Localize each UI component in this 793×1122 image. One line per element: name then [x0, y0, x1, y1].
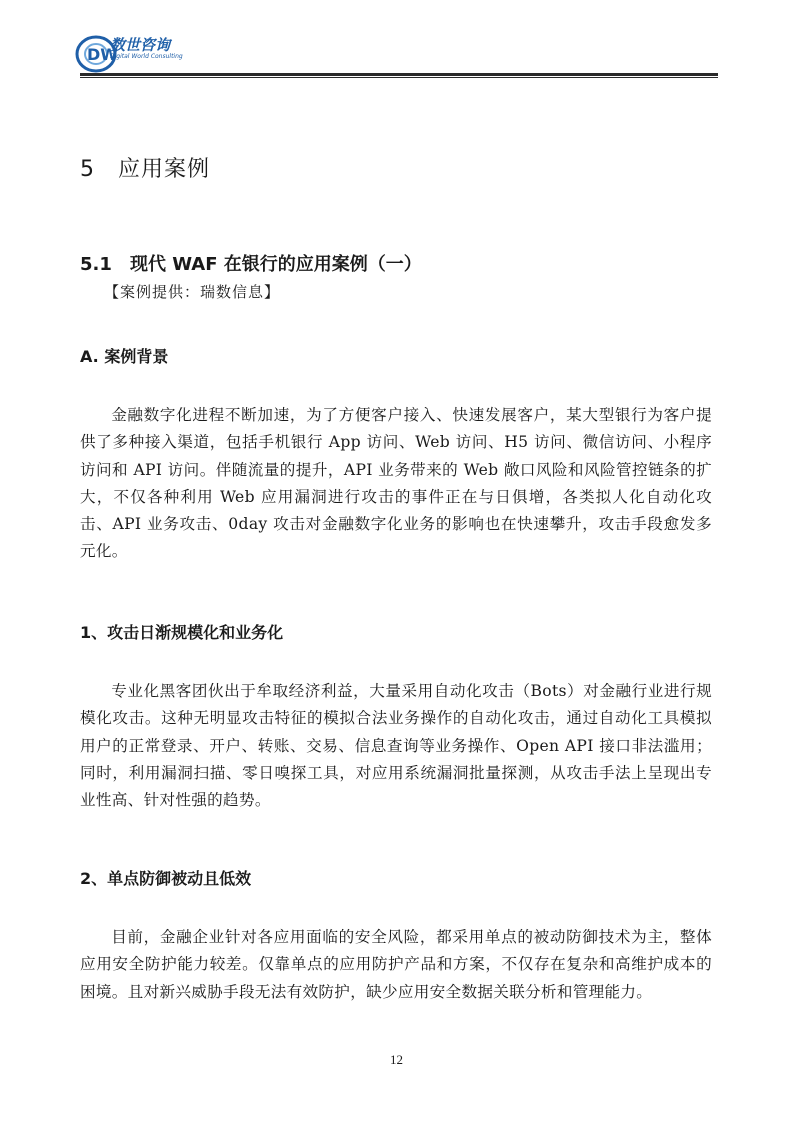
- heading-attack-scale: 1、攻击日渐规模化和业务化: [80, 623, 284, 642]
- header-rule-thin: [80, 77, 718, 78]
- logo-text-en: Digital World Consulting: [110, 53, 183, 60]
- page-number: 12: [390, 1052, 403, 1067]
- paragraph-single-point-defense: 目前，金融企业针对各应用面临的安全风险，都采用单点的被动防御技术为主，整体应用安全防护能力较差。仅靠单点的应用防护产品和方案，不仅存在复杂和高维护成本的困境。且对新兴威胁手段无法有效防护，缺少应用安全数据关联分析和管理能力。: [80, 928, 712, 1001]
- paragraph-background: 金融数字化进程不断加速，为了方便客户接入、快速发展客户，某大型银行为客户提供了多种接入渠道，包括手机银行 App 访问、Web 访问、H5 访问、微信访问、小程序访问和 API 访问。伴随流量的提升，API 业务带来的 Web 敞口风险和风险管控链条的扩大，不仅各种利用 Web 应用漏洞进行攻击的事件正在与日俱增，各类拟人化自动化攻击、API 业务攻击、0day 攻击对金融数字化业务的影响也在快速攀升，攻击手段愈发多元化。: [80, 406, 712, 561]
- section-heading: [80, 152, 210, 183]
- section-number: 5: [80, 157, 95, 182]
- paragraph-attack-scale: 专业化黑客团伙出于牟取经济利益，大量采用自动化攻击（Bots）对金融行业进行规模化攻击。这种无明显攻击特征的模拟合法业务操作的自动化攻击，通过自动化工具模拟用户的正常登录、开户、转账、交易、信息查询等业务操作、Open API 接口非法滥用；同时，利用漏洞扫描、零日嗅探工具，对应用系统漏洞批量探测，从攻击手法上呈现出专业性高、针对性强的趋势。: [80, 682, 712, 810]
- heading-case-background: A. 案例背景: [80, 347, 169, 366]
- subsection-title: 现代 WAF 在银行的应用案例（一）: [130, 254, 422, 275]
- section-title: 应用案例: [118, 157, 211, 182]
- page-header: [0, 0, 793, 80]
- header-rule: [80, 73, 718, 76]
- logo-text-cn: 数世咨询: [110, 36, 171, 54]
- svg-text:DW: DW: [87, 45, 118, 64]
- subsection-number: 5.1: [80, 254, 112, 275]
- case-provider: 【案例提供：瑞数信息】: [104, 283, 281, 301]
- heading-single-point-defense: 2、单点防御被动且低效: [80, 869, 252, 888]
- subsection-heading: [80, 250, 422, 276]
